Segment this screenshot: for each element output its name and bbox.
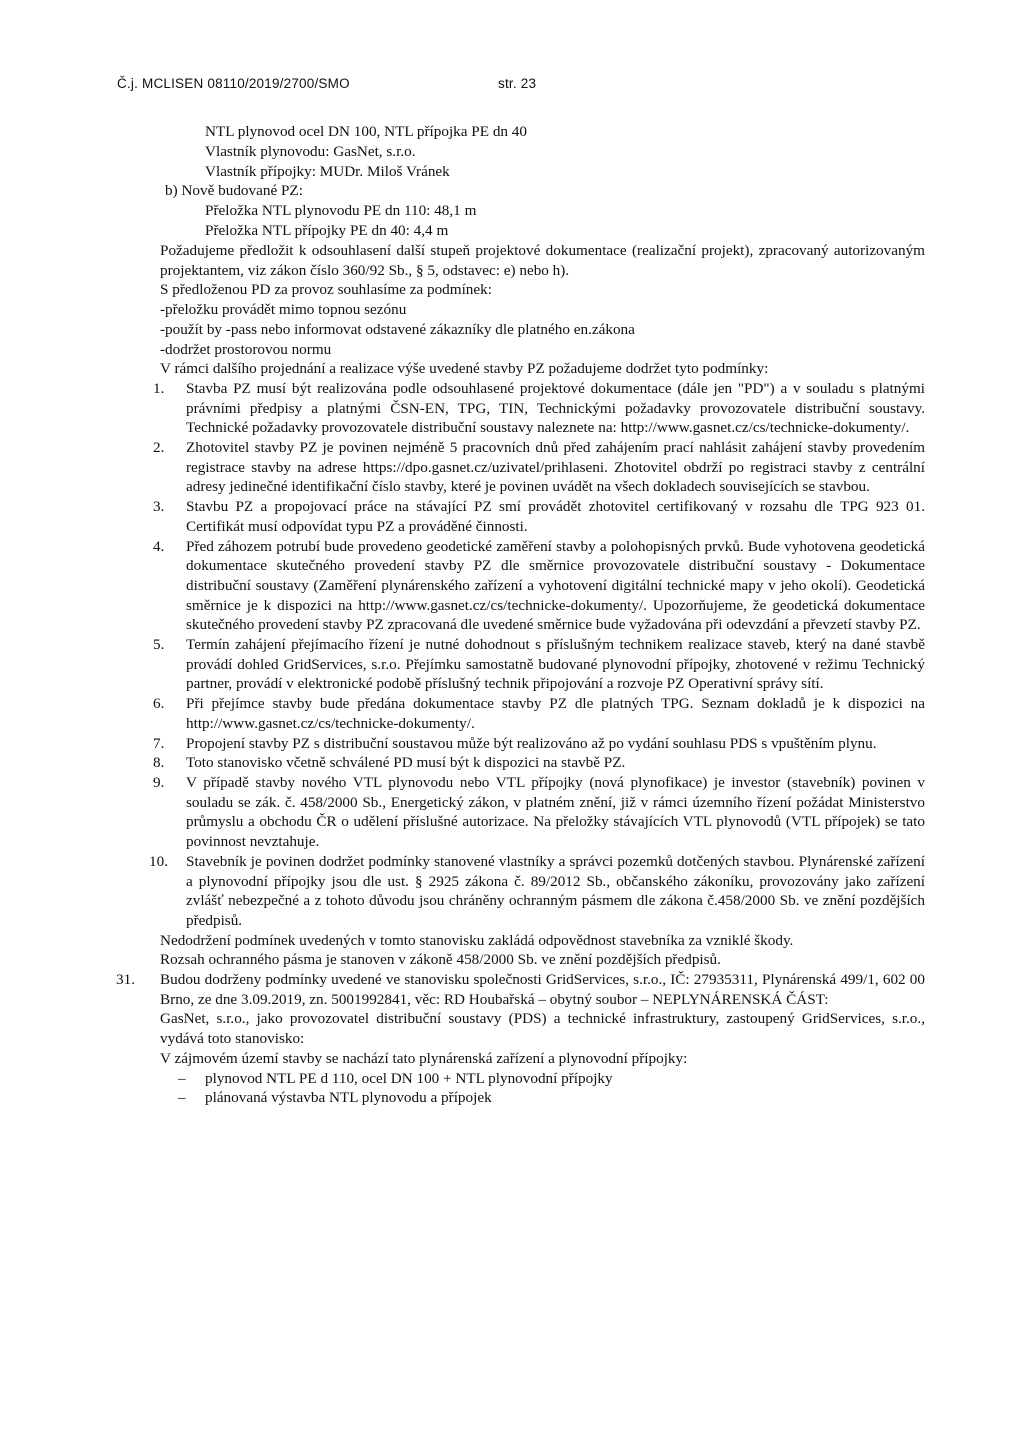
condition-item (0, 734, 925, 754)
item-31-text: Budou dodrženy podmínky uvedené ve stanovisku společnosti GridServices, s.r.o., IČ: 27935311, Plynárenská 499/1, 602 00 Brno, ze dne 3.09.2019, zn. 5001992841, věc: RD Houbařská – obytný soubor – NEPLYNÁRENSKÁ ČÁST: (160, 971, 925, 1008)
condition-number: 3. (153, 498, 165, 516)
dash-icon: – (178, 1069, 186, 1087)
reference-number: Č.j. MCLISEN 08110/2019/2700/SMO (117, 76, 350, 91)
pipeline-line: NTL plynovod ocel DN 100, NTL přípojka PE dn 40 (205, 123, 527, 140)
item-31-facilities-intro: V zájmovém území stavby se nachází tato plynárenská zařízení a plynovodní přípojky: (160, 1049, 688, 1067)
dash-icon: – (178, 1089, 186, 1107)
item-31 (0, 970, 925, 1009)
condition-number: 1. (153, 379, 165, 397)
condition-text: Zhotovitel stavby PZ je povinen nejméně 5 pracovních dnů před zahájením prací nahlásit zahájení stavby provedením registrace stavby na adrese https://dpo.gasnet.cz/uzivatel/prihlaseni. Zhotovitel obdrží po registraci stavby z centrální adresy jedinečné identifikační číslo stavby, které je povinen uvádět na všech dokladech souvisejících se stavbou. (186, 439, 925, 496)
condition-number: 8. (153, 754, 165, 772)
condition-number: 9. (153, 773, 165, 791)
section-b (0, 181, 1024, 241)
condition-text: Toto stanovisko včetně schválené PD musí být k dispozici na stavbě PZ. (186, 754, 626, 772)
condition-number: 4. (153, 537, 165, 555)
condition-item (0, 537, 925, 636)
paragraph-condition: -použít by -pass nebo informovat odstavené zákazníky dle platného en.zákona (160, 320, 635, 338)
condition-number: 5. (153, 636, 165, 654)
condition-text: Při přejímce stavby bude předána dokumentace stavby PZ dle platných TPG. Seznam dokladů je k dispozici na http://www.gasnet.cz/cs/technicke-dokumenty/. (186, 695, 925, 732)
condition-text: Propojení stavby PZ s distribuční soustavou může být realizováno až po vydání souhlasu PDS s vpuštěním plynu. (186, 734, 877, 752)
item-31-statement: GasNet, s.r.o., jako provozovatel distribuční soustavy (PDS) a technické infrastruktury, zastoupený GridServices, s.r.o., vydává toto stanovisko: (160, 1010, 925, 1048)
document-header (117, 76, 537, 91)
condition-item (0, 497, 925, 536)
condition-item (0, 753, 925, 773)
condition-item (0, 694, 925, 733)
condition-item (0, 635, 925, 694)
condition-text: Stavbu PZ a propojovací práce na stávající PZ smí provádět zhotovitel certifikovaný v rozsahu dle TPG 923 01. Certifikát musí odpovídat typu PZ a prováděné činnosti. (186, 498, 925, 535)
condition-text: Před záhozem potrubí bude provedeno geodetické zaměření stavby a polohopisných prvků. Bude vyhotovena geodetická dokumentace skutečného provedení stavby PZ dle směrnice provozovatele distribuční soustavy - Dokumentace distribuční soustavy (Zaměření plynárenského zařízení a vyhotovení digitální technické mapy v jeho okolí). Geodetická směrnice je k dispozici na http://www.gasnet.cz/cs/technicke-dokumenty/. Upozorňujeme, že geodetická dokumentace skutečného provedení stavby PZ zpracovaná dle uvedené směrnice bude vyžadována při odevzdání a převzetí stavby PZ. (186, 537, 925, 634)
document-body (0, 122, 1024, 1108)
connection-owner: Vlastník přípojky: MUDr. Miloš Vránek (205, 163, 450, 180)
condition-number: 6. (153, 695, 165, 713)
condition-text: V případě stavby nového VTL plynovodu nebo VTL přípojky (nová plynofikace) je investor (stavebník) povinen v souladu se zák. č. 458/2000 Sb., Energetický zákon, v platném znění, již v rámci územního řízení požádat Ministerstvo průmyslu a obchodu ČR o udělení příslušné autorizace. Na přeložky stávajících VTL plynovodů (VTL přípojek) se tato povinnost nevztahuje. (186, 773, 925, 851)
condition-text: Stavba PZ musí být realizována podle odsouhlasené projektové dokumentace (dále jen "PD") a v souladu s platnými právními předpisy a platnými ČSN-EN, TPG, TIN, Technickými požadavky provozovatele distribuční soustavy. Technické požadavky provozovatele distribuční soustavy naleznete na: http://www.gasnet.cz/cs/technicke-dokumenty/. (186, 379, 925, 437)
section-b-line: Přeložka NTL plynovodu PE dn 110: 48,1 m (205, 202, 477, 219)
condition-item (0, 379, 925, 438)
pipeline-owner: Vlastník plynovodu: GasNet, s.r.o. (205, 143, 416, 160)
facility-bullet (0, 1069, 1024, 1089)
page-number: str. 23 (498, 76, 537, 91)
facility-text: plánovaná výstavba NTL plynovodu a přípojek (205, 1089, 492, 1107)
condition-item (0, 852, 925, 931)
condition-item (0, 438, 925, 497)
condition-number: 2. (153, 439, 165, 457)
condition-text: Stavebník je povinen dodržet podmínky stanovené vlastníky a správci pozemků dotčených stavbou. Plynárenské zařízení a plynovodní přípojky jsou dle ust. § 2925 zákona č. 89/2012 Sb., občanského zákoníku, provozovány jako zařízení zvlášť nebezpečné a z tohoto důvodu jsou chráněny ochranným pásmem dle zákona č.458/2000 Sb. ve znění pozdějších předpisů. (186, 852, 925, 929)
condition-number: 7. (153, 734, 165, 752)
paragraph-requirements-intro: V rámci dalšího projednání a realizace výše uvedené stavby PZ požadujeme dodržet tyto podmínky: (160, 360, 769, 378)
condition-item (0, 773, 925, 852)
item-31-number: 31. (116, 971, 135, 989)
condition-number: 10. (149, 852, 168, 870)
paragraph-conditions-intro: S předloženou PD za provoz souhlasíme za podmínek: (160, 281, 492, 299)
section-b-line: Přeložka NTL přípojky PE dn 40: 4,4 m (205, 222, 449, 239)
paragraph-condition: -dodržet prostorovou normu (160, 340, 332, 358)
facility-text: plynovod NTL PE d 110, ocel DN 100 + NTL plynovodní přípojky (205, 1069, 613, 1087)
section-b-label: b) Nově budované PZ: (165, 182, 303, 199)
condition-text: Termín zahájení přejímacího řízení je nutné dohodnout s příslušným technikem realizace staveb, který na dané stavbě provádí dohled GridServices, s.r.o. Přejímku samostatně budované plynovodní přípojky, zhotovené v režimu Technický partner, provádí v elektronické podobě příslušný technik připojování a rozvoje PZ Operativní správy sítí. (186, 636, 925, 693)
paragraph-project: Požadujeme předložit k odsouhlasení další stupeň projektové dokumentace (realizační projekt), zpracovaný autorizovaným projektantem, viz zákon číslo 360/92 Sb., § 5, odstavec: e) nebo h). (160, 242, 925, 279)
closing-protection-zone: Rozsah ochranného pásma je stanoven v zákoně 458/2000 Sb. ve znění pozdějších předpisů. (160, 951, 721, 969)
pipeline-info (0, 122, 1024, 181)
facility-bullet (0, 1088, 1024, 1108)
closing-liability: Nedodržení podmínek uvedených v tomto stanovisku zakládá odpovědnost stavebníka za vzniklé škody. (160, 931, 794, 949)
paragraph-condition: -přeložku provádět mimo topnou sezónu (160, 301, 407, 319)
